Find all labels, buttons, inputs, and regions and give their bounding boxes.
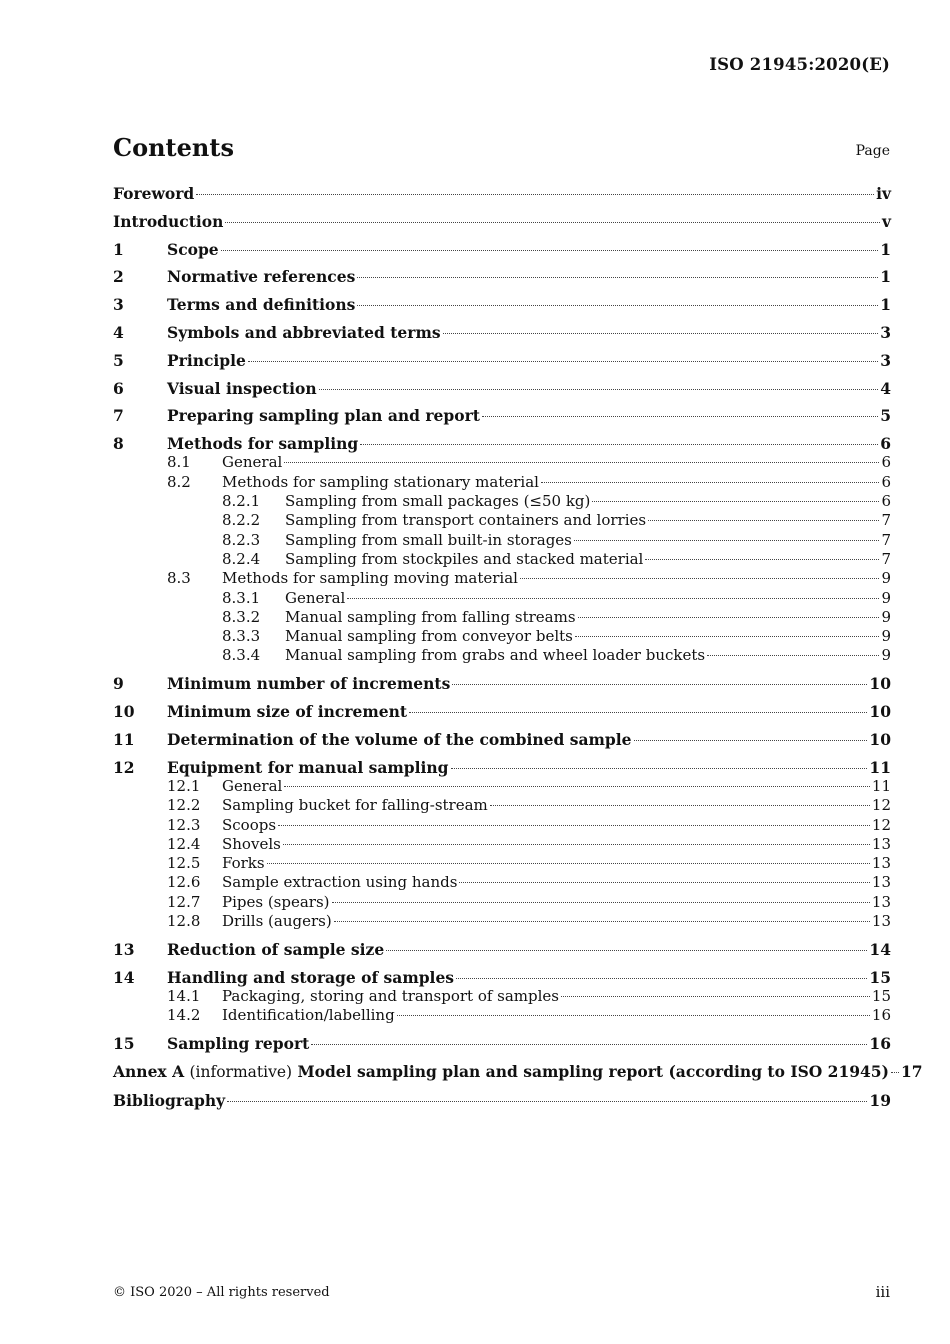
toc-entry-title: Pipes (spears): [222, 892, 330, 911]
dot-leader: [648, 520, 879, 521]
toc-entry-page: 13: [871, 834, 891, 853]
toc-entry-number: 3: [113, 295, 124, 315]
dot-leader: [267, 863, 870, 864]
toc-entry-title: Determination of the volume of the combined sample: [167, 729, 632, 749]
toc-entry-number: 12.8: [167, 912, 201, 930]
dot-leader: [284, 786, 870, 787]
toc-entry-number: 12.3: [167, 815, 201, 834]
toc-entry-title: Minimum size of increment: [167, 702, 408, 722]
dot-leader: [360, 444, 878, 445]
dot-leader: [319, 389, 879, 390]
toc-entry-page: 1: [880, 295, 891, 315]
toc-entry-number: 14.1: [167, 986, 201, 1005]
dot-leader: [645, 559, 879, 560]
toc-entry-page: 15: [869, 967, 891, 987]
dot-leader: [891, 1072, 899, 1073]
toc-entry-page: 17: [900, 1061, 923, 1081]
toc-entry-number: 5: [113, 350, 124, 370]
dot-leader: [592, 501, 879, 502]
toc-entry-title: Symbols and abbreviated terms: [167, 322, 441, 342]
dot-leader: [196, 194, 874, 195]
toc-entry-number: 14: [113, 967, 135, 987]
toc-entry-title: Scoops: [222, 815, 277, 834]
toc-entry-number: 15: [113, 1033, 135, 1053]
toc-entry-page: 10: [869, 674, 891, 694]
dot-leader: [443, 333, 879, 334]
toc-entry-page: 9: [881, 607, 891, 626]
toc-entry-page: 10: [869, 729, 891, 749]
dot-leader: [278, 825, 870, 826]
toc-entry-number: 8.3: [167, 569, 191, 588]
annex-label: Annex A: [113, 1061, 185, 1081]
toc-entry-title: Forks: [222, 854, 265, 873]
toc-entry-title: Manual sampling from grabs and wheel loader buckets: [285, 646, 706, 665]
toc-entry[interactable]: [113, 473, 891, 492]
toc-entry-number: 12.6: [167, 873, 201, 892]
dot-leader: [386, 950, 867, 951]
toc-entry-number: 13: [113, 939, 135, 959]
toc-entry[interactable]: [113, 674, 891, 693]
dot-leader: [634, 740, 868, 741]
page-column-label: Page: [855, 143, 890, 159]
dot-leader: [221, 250, 879, 251]
toc-entry[interactable]: [113, 646, 891, 665]
dot-leader: [347, 598, 879, 599]
toc-entry-number: 8.3.1: [222, 588, 261, 607]
toc-entry-number: 8.2.4: [222, 549, 261, 568]
toc-entry[interactable]: [113, 1061, 923, 1082]
annex-title: Model sampling plan and sampling report (according to ISO 21945): [297, 1061, 889, 1081]
footer-copyright: © ISO 2020 – All rights reserved: [113, 1285, 330, 1300]
toc-entry-number: 10: [113, 702, 135, 722]
toc-entry-title: Manual sampling from conveyor belts: [285, 627, 573, 646]
toc-entry-title: Reduction of sample size: [167, 939, 385, 959]
toc-entry-number: 12.4: [167, 834, 201, 853]
dot-leader: [311, 1044, 867, 1045]
toc-entry-page: 9: [881, 588, 891, 607]
toc-entry-page: 13: [871, 912, 891, 930]
toc-entry-page: 15: [871, 986, 891, 1005]
toc-entry-page: 9: [881, 569, 891, 588]
toc-entry-number: 8.1: [167, 453, 191, 472]
toc-entry-page: 13: [871, 892, 891, 911]
toc-entry-title: Sampling from transport containers and lorries: [285, 511, 647, 530]
dot-leader: [452, 684, 867, 685]
dot-leader: [707, 655, 879, 656]
toc-entry-title: Terms and definitions: [167, 295, 356, 315]
toc-entry-page: v: [881, 211, 891, 231]
toc-entry[interactable]: [113, 406, 891, 425]
toc-entry[interactable]: [113, 854, 891, 873]
dot-leader: [409, 712, 867, 713]
toc-entry-page: 11: [871, 776, 891, 795]
toc-entry-number: 6: [113, 378, 124, 398]
toc-entry-title: Methods for sampling moving material: [222, 569, 518, 588]
toc-entry[interactable]: [113, 351, 891, 370]
toc-entry-number: 9: [113, 674, 124, 694]
toc-entry-title: Identification/labelling: [222, 1006, 395, 1025]
toc-entry[interactable]: [113, 453, 891, 472]
toc-entry-page: iv: [876, 184, 891, 203]
toc-entry[interactable]: [113, 702, 891, 721]
toc-entry[interactable]: [113, 184, 891, 203]
toc-entry-title: Minimum number of increments: [167, 674, 451, 694]
toc-entry-number: 12.5: [167, 854, 201, 873]
toc-entry-title: Handling and storage of samples: [167, 967, 455, 987]
toc-entry-number: 12: [113, 757, 135, 777]
toc-entry-number: 8.2.1: [222, 492, 261, 511]
toc-entry-page: 6: [881, 492, 891, 511]
dot-leader: [397, 1015, 870, 1016]
dot-leader: [482, 416, 878, 417]
toc-entry[interactable]: [113, 240, 891, 259]
toc-entry-title: Shovels: [222, 834, 281, 853]
toc-entry-page: 3: [880, 350, 891, 370]
toc-entry-number: 8.3.4: [222, 646, 261, 665]
toc-entry-title: Equipment for manual sampling: [167, 757, 449, 777]
toc-entry-page: 12: [871, 815, 891, 834]
toc-entry-title: [113, 1062, 889, 1082]
toc-entry-page: 11: [869, 757, 891, 777]
dot-leader: [561, 996, 870, 997]
toc-entry-page: 10: [869, 702, 891, 722]
dot-leader: [248, 361, 878, 362]
toc-entry-number: 2: [113, 267, 124, 287]
annex-informative: (informative): [189, 1062, 293, 1081]
toc-entry[interactable]: [113, 550, 891, 569]
toc-entry-number: 8.2.2: [222, 511, 261, 530]
toc-entry-title: Sampling from stockpiles and stacked material: [285, 549, 644, 568]
toc-entry-number: 8.2: [167, 472, 191, 491]
toc-entry-number: 11: [113, 729, 135, 749]
toc-entry[interactable]: [113, 267, 891, 286]
toc-entry[interactable]: [113, 730, 891, 749]
toc-entry[interactable]: [113, 569, 891, 588]
toc-entry-page: 14: [869, 939, 891, 959]
toc-entry[interactable]: [113, 1091, 891, 1110]
toc-entry-title: Introduction: [113, 211, 224, 231]
toc-entry-title: Methods for sampling stationary material: [222, 472, 539, 491]
standard-id: ISO 21945:2020(E): [709, 55, 890, 74]
dot-leader: [456, 978, 867, 979]
dot-leader: [225, 222, 880, 223]
toc-entry-page: 13: [871, 854, 891, 873]
toc-entry[interactable]: [113, 589, 891, 608]
toc-entry[interactable]: [113, 758, 891, 777]
toc-entry-page: 5: [880, 406, 891, 426]
toc-entry-title: Manual sampling from falling streams: [285, 607, 576, 626]
toc-entry[interactable]: [113, 816, 891, 835]
toc-entry-page: 19: [869, 1090, 891, 1110]
toc-entry-title: General: [222, 453, 283, 472]
toc-entry-page: 9: [881, 627, 891, 646]
toc-entry-number: 14.2: [167, 1006, 201, 1025]
toc-entry[interactable]: [113, 323, 891, 342]
toc-entry-page: 16: [871, 1006, 891, 1025]
toc-entry-number: 8.2.3: [222, 530, 261, 549]
toc-entry-number: 7: [113, 406, 124, 426]
toc-entry-title: Sampling report: [167, 1033, 310, 1053]
toc-entry-number: 4: [113, 322, 124, 342]
dot-leader: [578, 617, 880, 618]
toc-entry-page: 6: [881, 472, 891, 491]
toc-entry-number: 12.2: [167, 796, 201, 815]
toc-entry-number: 12.1: [167, 776, 201, 795]
toc-entry[interactable]: [113, 379, 891, 398]
toc-entry-title: Sampling bucket for falling-stream: [222, 796, 488, 815]
toc-entry-page: 6: [881, 453, 891, 472]
toc-entry-number: 12.7: [167, 892, 201, 911]
dot-leader: [357, 305, 878, 306]
dot-leader: [334, 921, 870, 922]
toc-entry-page: 1: [880, 239, 891, 259]
toc-entry[interactable]: [113, 295, 891, 314]
toc-entry-page: 7: [881, 511, 891, 530]
toc-entry-title: Scope: [167, 239, 219, 259]
toc-entry-page: 4: [880, 378, 891, 398]
dot-leader: [332, 902, 870, 903]
dot-leader: [490, 805, 870, 806]
footer-page-number: iii: [875, 1283, 890, 1301]
toc-entry[interactable]: [113, 835, 891, 854]
dot-leader: [541, 482, 879, 483]
toc-entry-title: Preparing sampling plan and report: [167, 406, 480, 426]
toc-entry-title: Sampling from small built-in storages: [285, 530, 572, 549]
dot-leader: [283, 844, 870, 845]
toc-entry-title: Packaging, storing and transport of samples: [222, 986, 560, 1005]
contents-title: Contents: [113, 133, 234, 162]
toc-entry[interactable]: [113, 777, 891, 796]
dot-leader: [357, 277, 878, 278]
toc-entry-page: 12: [871, 796, 891, 815]
toc-entry-title: General: [285, 588, 346, 607]
dot-leader: [574, 540, 880, 541]
toc-entry[interactable]: [113, 627, 891, 646]
table-of-contents: [113, 184, 923, 1110]
toc-entry-title: Normative references: [167, 267, 356, 287]
toc-entry-title: Drills (augers): [222, 912, 332, 930]
toc-entry[interactable]: [113, 987, 891, 1006]
toc-entry[interactable]: [113, 912, 891, 931]
toc-entry-title: Sample extraction using hands: [222, 873, 458, 892]
toc-entry-title: Sampling from small packages (≤50 kg): [285, 492, 591, 511]
toc-entry[interactable]: [113, 893, 891, 912]
toc-entry[interactable]: [113, 212, 891, 231]
toc-entry-number: 1: [113, 239, 124, 259]
dot-leader: [575, 636, 880, 637]
toc-entry[interactable]: [113, 873, 891, 892]
toc-entry-number: 8.3.3: [222, 627, 261, 646]
toc-entry-page: 6: [880, 434, 891, 454]
dot-leader: [459, 882, 870, 883]
toc-entry-title: General: [222, 776, 283, 795]
toc-entry[interactable]: [113, 608, 891, 627]
toc-entry-title: Bibliography: [113, 1090, 226, 1110]
toc-entry[interactable]: [113, 968, 891, 987]
toc-entry-title: Principle: [167, 350, 246, 370]
toc-entry[interactable]: [113, 511, 891, 530]
dot-leader: [284, 462, 879, 463]
toc-entry-page: 13: [871, 873, 891, 892]
dot-leader: [227, 1101, 867, 1102]
toc-entry-page: 7: [881, 549, 891, 568]
toc-entry-number: 8.3.2: [222, 607, 261, 626]
toc-entry-title: Visual inspection: [167, 378, 317, 398]
toc-entry[interactable]: [113, 434, 891, 453]
toc-entry-page: 3: [880, 322, 891, 342]
toc-entry[interactable]: [113, 940, 891, 959]
toc-entry-page: 1: [880, 267, 891, 287]
toc-entry[interactable]: [113, 796, 891, 815]
toc-entry-title: Foreword: [113, 184, 195, 203]
toc-entry-page: 7: [881, 530, 891, 549]
toc-entry[interactable]: [113, 492, 891, 511]
toc-entry-page: 16: [869, 1033, 891, 1053]
toc-entry[interactable]: [113, 1006, 891, 1025]
toc-entry-title: Methods for sampling: [167, 434, 359, 454]
toc-entry[interactable]: [113, 531, 891, 550]
dot-leader: [520, 578, 879, 579]
toc-entry-page: 9: [881, 646, 891, 665]
toc-entry[interactable]: [113, 1034, 891, 1053]
dot-leader: [451, 768, 868, 769]
toc-entry-number: 8: [113, 434, 124, 454]
